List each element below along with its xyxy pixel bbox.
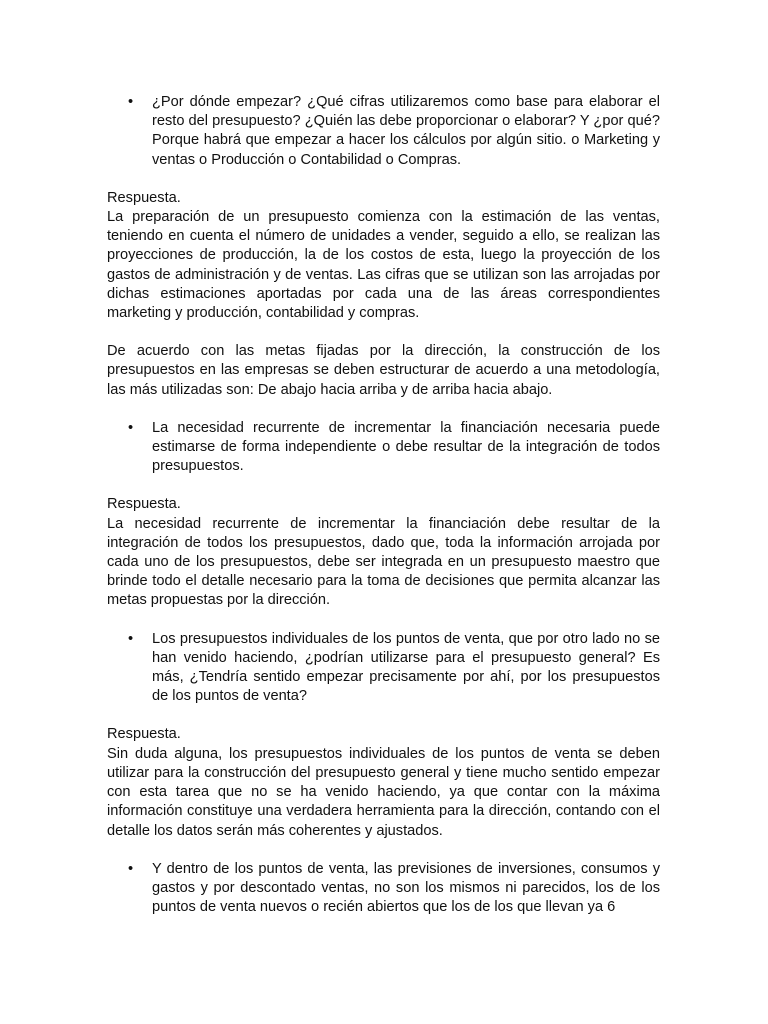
bullet-icon: • bbox=[128, 860, 134, 877]
answer-1-label: Respuesta. bbox=[107, 189, 181, 206]
question-3-text: Los presupuestos individuales de los puntos de venta, que por otro lado no se han venido haciendo, ¿podrían utilizarse para el presupuesto general? Es más, ¿Tendría sentido empezar precisamente por ahí, por los presupuestos de los puntos de venta? bbox=[152, 630, 660, 705]
answer-2-label: Respuesta. bbox=[107, 496, 181, 513]
question-3 bbox=[107, 630, 660, 707]
answer-3-label: Respuesta. bbox=[107, 726, 181, 743]
answer-1-paragraph-2: De acuerdo con las metas fijadas por la dirección, la construcción de los presupuestos en las empresas se deben estructurar de acuerdo a una metodología, las más utilizadas son: De abajo hacia arriba y de arriba hacia abajo. bbox=[107, 343, 660, 398]
document-body bbox=[107, 93, 660, 917]
question-1 bbox=[107, 93, 660, 170]
answer-3-paragraph-1: Sin duda alguna, los presupuestos individuales de los puntos de venta se deben utilizar para la construcción del presupuesto general y tiene mucho sentido empezar con esta tarea que no se ha venido haciendo, ya que contar con la máxima información constituye una verdadera herramienta para la dirección, contando con el detalle los datos serán más coherentes y ajustados. bbox=[107, 745, 660, 839]
question-4-text: Y dentro de los puntos de venta, las previsiones de inversiones, consumos y gastos y por descontado ventas, no son los mismos ni parecidos, los de los puntos de venta nuevos o recién abiertos que los de los que llevan ya 6 bbox=[152, 860, 660, 916]
bullet-icon: • bbox=[128, 419, 134, 436]
question-1-text: ¿Por dónde empezar? ¿Qué cifras utilizaremos como base para elaborar el resto del presupuesto? ¿Quién las debe proporcionar o elaborar? Y ¿por qué? Porque habrá que empezar a hacer los cálculos por algún sitio. o Marketing y ventas o Producción o Contabilidad o Compras. bbox=[152, 94, 660, 168]
bullet-icon: • bbox=[128, 630, 134, 647]
question-2-text: La necesidad recurrente de incrementar la financiación necesaria puede estimarse de forma independiente o debe resultar de la integración de todos presupuestos. bbox=[152, 419, 660, 475]
bullet-icon: • bbox=[128, 94, 134, 110]
question-2 bbox=[107, 419, 660, 477]
answer-2-paragraph-1: La necesidad recurrente de incrementar la financiación debe resultar de la integración de todos los presupuestos, dado que, toda la información arrojada por cada uno de los presupuestos, debe ser integrada en un presupuesto maestro que brinde todo el detalle necesario para la toma de decisiones que permita alcanzar las metas propuestas por la dirección. bbox=[107, 515, 660, 609]
question-4 bbox=[107, 860, 660, 918]
answer-1-paragraph-1: La preparación de un presupuesto comienza con la estimación de las ventas, teniendo en cuenta el número de unidades a vender, seguido a ello, se realizan las proyecciones de producción, la de los costos de esta, luego la proyección de los gastos de administración y de ventas. Las cifras que se utilizan son las arrojadas por dichas estimaciones aportadas por cada una de las áreas correspondientes marketing y producción, contabilidad y compras. bbox=[107, 209, 660, 322]
